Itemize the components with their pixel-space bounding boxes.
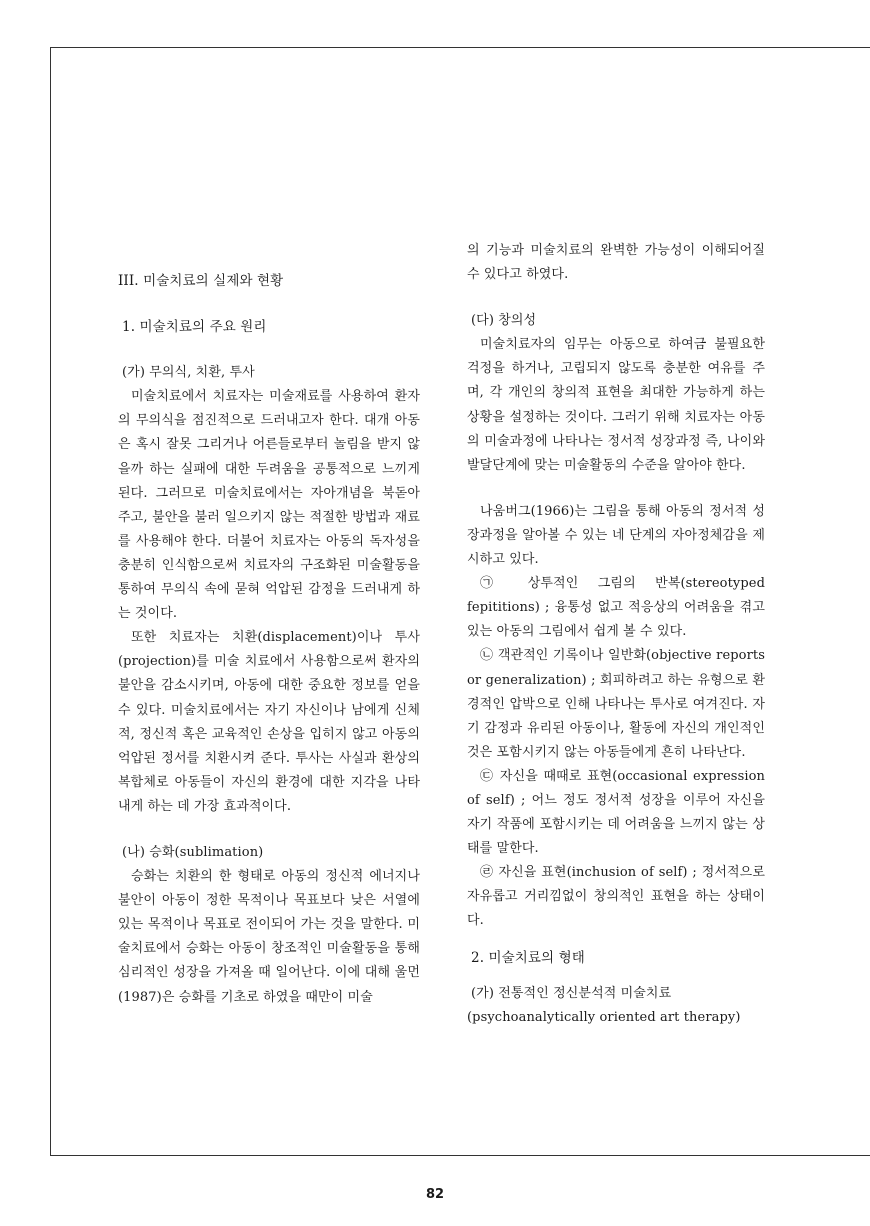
top-border-line [50,47,870,48]
right-column [467,239,765,1030]
paragraph-creativity: 미술치료자의 임무는 아동으로 하여금 불필요한 걱정을 하거나, 고립되지 않도록 충분한 여유를 주며, 각 개인의 창의적 표현을 최대한 가능하게 하는 상황을 설정하는 것이다. 그러기 위해 치료자는 아동의 미술과정에 나타나는 정서적 성장과정 즉, 나이와 발달단계에 맞는 미술활동의 수준을 알아야 한다. [467,337,765,473]
paragraph-naumburg: 나움버그(1966)는 그림을 통해 아동의 정서적 성장과정을 알아볼 수 있는 네 단계의 자아정체감을 제시하고 있다. [467,503,765,568]
paragraph-unconscious: 미술치료에서 치료자는 미술재료를 사용하여 환자의 무의식을 점진적으로 드러내고자 한다. 대개 아동은 혹시 잘못 그리거나 어른들로부터 놀림을 받지 않을까 하는 실패에 대한 두려움을 공통적으로 느끼게 된다. 그러므로 미술치료에서는 자아개념을 북돋아 주고, 불안을 불러 일으키지 않는 적절한 방법과 재료를 사용해야 한다. 더불어 치료자는 아동의 독자성을 충분히 인식함으로써 치료자의 구조화된 미술활동을 통하여 무의식 속에 묻혀 억압된 감정을 드러내게 하는 것이다. [118,389,420,622]
subsection-title: 1. 미술치료의 주요 원리 [122,319,267,336]
bottom-border-line [50,1155,870,1156]
heading-sublimation: (나) 승화(sublimation) [122,844,264,860]
page-number: 82 [425,1187,445,1202]
subsection-title-forms: 2. 미술치료의 형태 [471,949,585,966]
list-item-stereotyped: ㉠ 상투적인 그림의 반복(stereotyped fepititions) ; 융통성 없고 적응상의 어려움을 겪고 있는 아동의 그림에서 쉽게 볼 수 있다. [467,576,765,640]
list-item-objective: ㉡ 객관적인 기록이나 일반화(objective reports or generalization) ; 회피하려고 하는 유형으로 환경적인 압박으로 인해 나타나는 투사로 여겨진다. 자기 감정과 유리된 아동이나, 활동에 자신의 개인적인 것은 포함시키지 않는 아동들에게 흔히 나타난다. [467,648,765,760]
heading-creativity: (다) 창의성 [471,313,537,329]
paragraph-psychoanalytic-english: (psychoanalytically oriented art therapy) [467,1009,741,1025]
paragraph-sublimation: 승화는 치환의 한 형태로 아동의 정신적 에너지나 불안이 아동이 정한 목적이나 목표보다 낮은 서열에 있는 목적이나 목표로 전이되어 가는 것을 말한다. 미술치료에서 승화는 아동이 창조적인 미술활동을 통해 심리적인 성장을 가져올 때 일어난다. 이에 대해 울먼(1987)은 승화를 기초로 하였을 때만이 미술 [118,869,420,1005]
left-border-line [50,47,51,1155]
list-item-inclusion: ㉣ 자신을 표현(inchusion of self) ; 정서적으로 자유롭고 거리낌없이 창의적인 표현을 하는 상태이다. [467,865,765,929]
heading-psychoanalytic: (가) 전통적인 정신분석적 미술치료 [471,985,672,1001]
list-item-occasional: ㉢ 자신을 때때로 표현(occasional expression of self) ; 어느 정도 정서적 성장을 이루어 자신을 자기 작품에 포함시키는 데 어려움을 느끼지 않는 상태를 말한다. [467,768,765,857]
paragraph-displacement: 또한 치료자는 치환(displacement)이나 투사(projection)를 미술 치료에서 사용함으로써 환자의 불안을 감소시키며, 아동에 대한 중요한 정보를 얻을 수 있다. 미술치료에서는 자기 자신이나 남에게 신체적, 정신적 혹은 교육적인 손상을 입히지 않고 아동의 억압된 정서를 치환시켜 준다. 투사는 사실과 환상의 복합체로 아동들이 자신의 환경에 대한 지각을 나타내게 하는 데 가장 효과적이다. [118,630,420,814]
paragraph-continued: 의 기능과 미술치료의 완벽한 가능성이 이해되어질 수 있다고 하였다. [467,243,765,283]
section-title: III. 미술치료의 실제와 현황 [118,273,284,289]
left-column [118,269,420,1010]
heading-unconscious: (가) 무의식, 치환, 투사 [122,365,255,381]
